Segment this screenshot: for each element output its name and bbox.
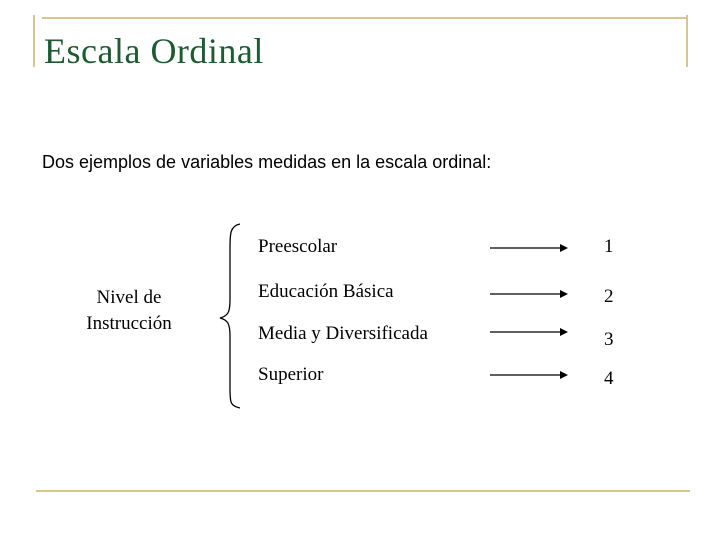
curly-brace	[216, 222, 246, 410]
item-label-educacion-basica: Educación Básica	[258, 281, 394, 302]
top-border-line	[42, 17, 686, 19]
item-label-preescolar: Preescolar	[258, 236, 338, 257]
item-label-media-diversificada: Media y Diversificada	[258, 323, 428, 344]
arrow-icon	[488, 242, 570, 254]
arrow-icon	[488, 288, 570, 300]
arrow-icon	[488, 369, 570, 381]
bottom-border-line	[36, 490, 690, 492]
item-label-superior: Superior	[258, 364, 324, 385]
left-accent-line	[33, 15, 35, 67]
group-label: Nivel de Instrucción	[86, 287, 172, 334]
item-value-4: 4	[604, 368, 614, 389]
arrow-icon	[488, 326, 570, 338]
item-value-2: 2	[604, 286, 614, 307]
item-value-1: 1	[604, 236, 614, 257]
intro-text: Dos ejemplos de variables medidas en la escala ordinal:	[42, 152, 492, 172]
right-accent-line	[686, 15, 688, 67]
item-value-3: 3	[604, 329, 614, 350]
slide-title: Escala Ordinal	[44, 31, 264, 71]
